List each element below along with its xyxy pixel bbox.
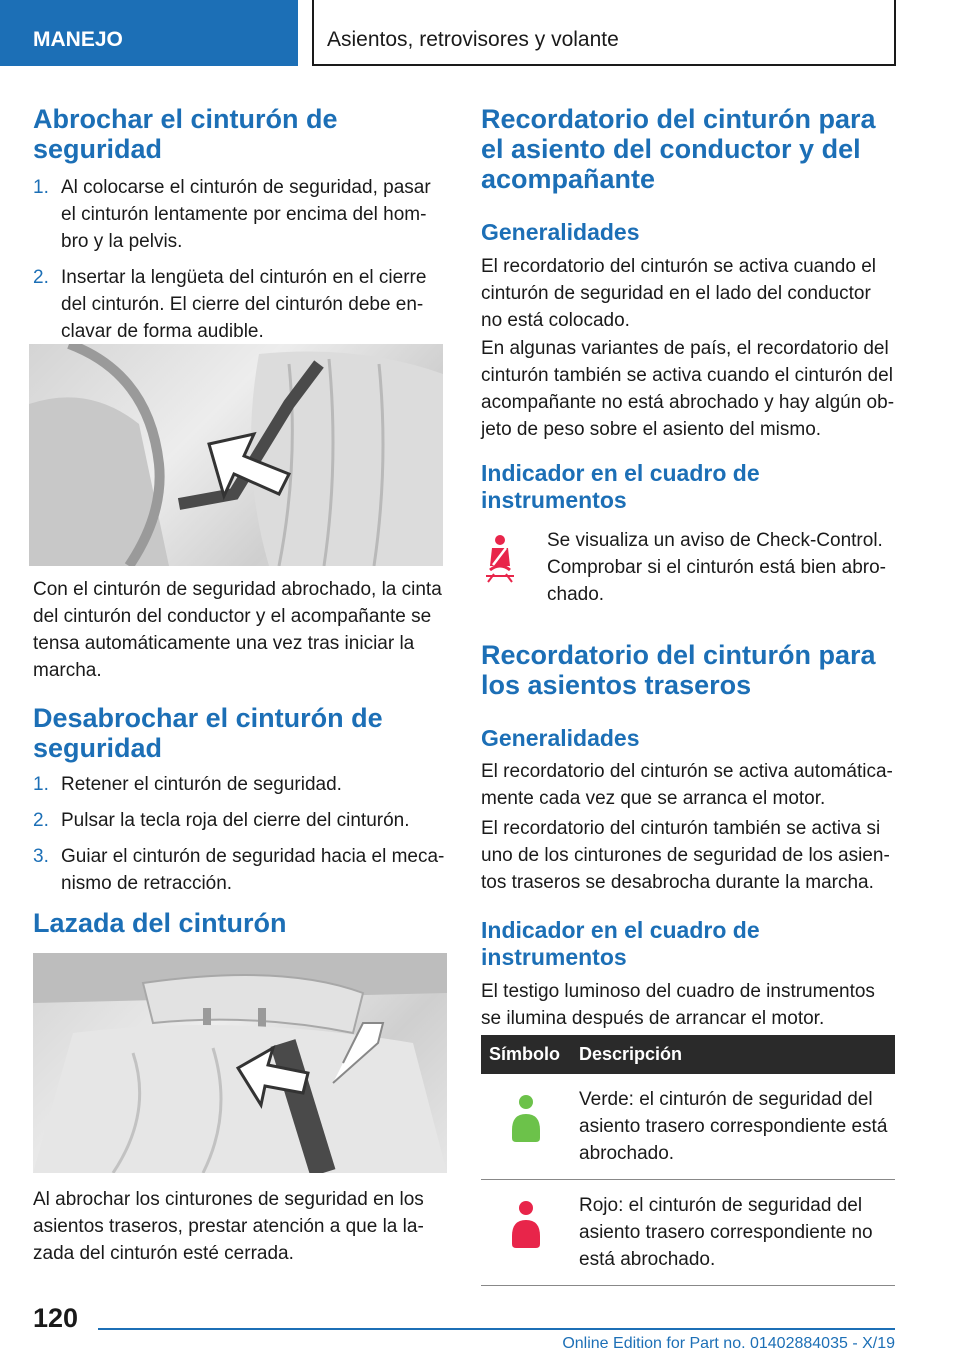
column-header-description: Descripción (571, 1035, 895, 1074)
front-indicator-text: Se visualiza un aviso de Check-Control. Comprobar si el cinturón está bien abro- chado. (547, 530, 887, 605)
description-cell: Rojo: el cinturón de seguridad del asiento trasero correspondiente no está abrochado. (571, 1180, 895, 1286)
page-header (0, 0, 960, 66)
heading-front-reminder: Recordatorio del cinturón para el asiento del conductor y del acompañante (481, 104, 876, 194)
symbol-cell (481, 1074, 571, 1180)
front-paragraph-1: El recordatorio del cinturón se activa cuando el cinturón de seguridad en el lado del conductor no está colocado. (481, 256, 877, 331)
heading-rear-general: Generalidades (481, 725, 640, 751)
belt-loop-photo (33, 953, 447, 1173)
step-text: Pulsar la tecla roja del cierre del cinturón. (61, 810, 410, 831)
rear-paragraph-1: El recordatorio del cinturón se activa automática- mente cada vez que se arranca el motor. (481, 761, 893, 809)
rear-indicator-text: El testigo luminoso del cuadro de instrumentos se ilumina después de arrancar el motor. (481, 981, 875, 1029)
step-text: Guiar el cinturón de seguridad hacia el meca- nismo de retracción. (61, 846, 445, 894)
unfasten-steps (33, 771, 445, 906)
step-number: 2. (33, 810, 49, 831)
belt-loop-caption: Al abrochar los cinturones de seguridad en los asientos traseros, prestar atención a que la la- zada del cinturón esté cerrada. (33, 1189, 424, 1264)
column-header-symbol: Símbolo (481, 1035, 571, 1074)
page-number: 120 (33, 1303, 79, 1333)
table-row (481, 1180, 895, 1286)
indicator-legend-table (481, 1035, 895, 1286)
seat-occupant-red-icon (509, 1200, 543, 1252)
front-paragraph-2: En algunas variantes de país, el recordatorio del cinturón también se activa cuando el cinturón del acompañante no está abrochado y hay algún ob- jeto de peso sobre el asiento del mismo. (481, 338, 895, 440)
list-item (33, 843, 445, 897)
heading-belt-loop: Lazada del cinturón (33, 908, 287, 938)
fasten-steps (33, 174, 445, 354)
rear-paragraph-2: El recordatorio del cinturón también se activa si uno de los cinturones de seguridad de los asien- tos traseros se desabrocha durante la marcha. (481, 818, 890, 893)
table-row (481, 1074, 895, 1180)
heading-rear-indicator: Indicador en el cuadro de instrumentos (481, 917, 760, 970)
seatbelt-front-photo (29, 344, 443, 566)
list-item (33, 174, 445, 255)
heading-fasten-belt: Abrochar el cinturón de seguridad (33, 104, 338, 164)
description-cell: Verde: el cinturón de seguridad del asiento trasero correspondiente está abrochado. (571, 1074, 895, 1180)
list-item (33, 771, 445, 798)
table-header-row (481, 1035, 895, 1074)
seat-occupant-green-icon (509, 1094, 543, 1146)
heading-unfasten-belt: Desabrochar el cinturón de seguridad (33, 703, 383, 763)
step-number: 1. (33, 177, 49, 198)
list-item (33, 807, 445, 834)
step-text: Insertar la lengüeta del cinturón en el cierre del cinturón. El cierre del cinturón debe en- clavar de forma audible. (61, 267, 427, 342)
heading-rear-reminder: Recordatorio del cinturón para los asientos traseros (481, 640, 876, 700)
fasten-caption: Con el cinturón de seguridad abrochado, la cinta del cinturón del conductor y el acompañante se tensa automáticamente una vez tras iniciar la marcha. (33, 579, 442, 681)
chapter-title: Asientos, retrovisores y volante (312, 0, 896, 66)
step-number: 2. (33, 267, 49, 288)
footer-edition-link[interactable]: Online Edition for Part no. 01402884035 - X/19 (562, 1335, 895, 1352)
list-item (33, 264, 445, 345)
step-text: Al colocarse el cinturón de seguridad, pasar el cinturón lentamente por encima del hom- bro y la pelvis. (61, 177, 431, 252)
step-number: 3. (33, 846, 49, 867)
seatbelt-warning-icon (484, 532, 516, 584)
heading-front-general: Generalidades (481, 219, 640, 245)
symbol-cell (481, 1180, 571, 1286)
step-number: 1. (33, 774, 49, 795)
section-tab: MANEJO (0, 0, 298, 66)
footer-divider (98, 1328, 895, 1330)
heading-front-indicator: Indicador en el cuadro de instrumentos (481, 460, 760, 513)
step-text: Retener el cinturón de seguridad. (61, 774, 342, 795)
